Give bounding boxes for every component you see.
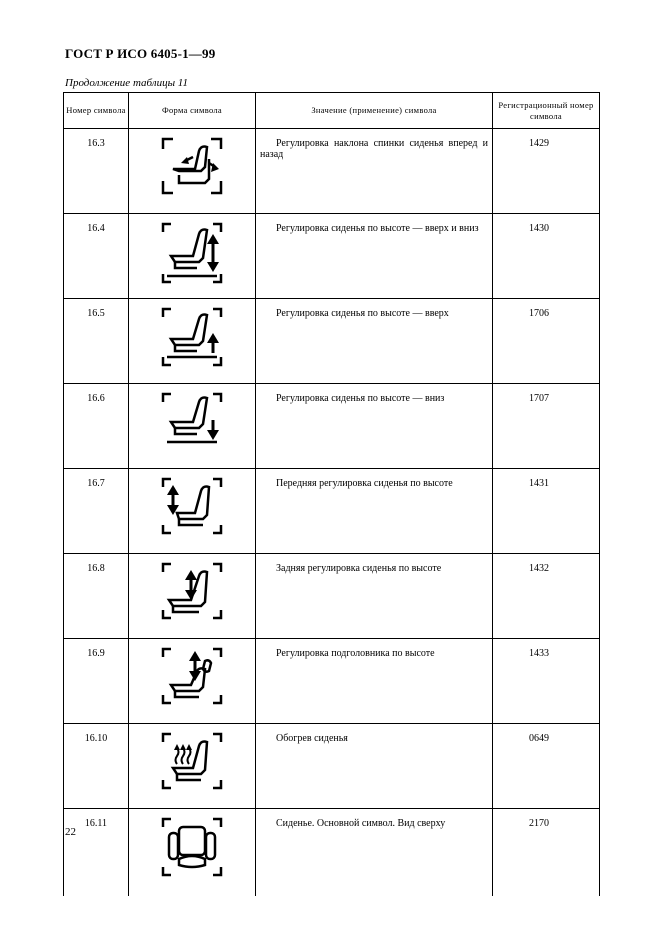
registration-number: 1432 [493,554,600,639]
symbol-number: 16.10 [64,724,129,809]
table-header-row [64,93,600,129]
symbols-table [63,92,600,896]
document-header: ГОСТ Р ИСО 6405-1—99 [65,46,216,61]
symbol-meaning-text: Регулировка сиденья по высоте — вниз [276,393,445,404]
table-row [64,639,600,724]
seat-rear-height-icon [161,562,223,620]
symbol-meaning-text: Задняя регулировка сиденья по высоте [276,563,442,574]
symbol-form-cell [129,469,256,554]
registration-number: 0649 [493,724,600,809]
seat-height-down-icon [161,392,223,452]
col-header-form: Форма символа [129,93,256,129]
seat-height-up-icon [161,307,223,367]
symbol-number: 16.4 [64,214,129,299]
table-row [64,299,600,384]
col-header-reg-number: Регистрационный номер символа [493,93,600,129]
symbol-number: 16.7 [64,469,129,554]
table-row [64,724,600,809]
symbol-form-cell [129,639,256,724]
symbol-meaning-text: Обогрев сиденья [276,733,348,744]
col-header-meaning: Значение (применение) символа [256,93,493,129]
symbol-meaning [256,129,493,214]
symbol-form-cell [129,299,256,384]
table-caption: Продолжение таблицы 11 [65,77,188,89]
symbol-meaning [256,554,493,639]
symbol-number: 16.9 [64,639,129,724]
symbol-meaning-text: Регулировка сиденья по высоте — вверх и вниз [276,223,479,234]
symbol-form-cell [129,724,256,809]
symbol-meaning-text: Сиденье. Основной символ. Вид сверху [276,818,446,829]
symbol-meaning-text: Передняя регулировка сиденья по высоте [276,478,453,489]
registration-number: 1429 [493,129,600,214]
table-row [64,469,600,554]
symbol-meaning [256,214,493,299]
symbol-meaning-text: Регулировка сиденья по высоте — вверх [276,308,449,319]
symbol-meaning [256,384,493,469]
seat-backrest-tilt-icon [161,137,223,195]
seat-top-view-icon [161,817,223,877]
registration-number: 1430 [493,214,600,299]
symbol-form-cell [129,809,256,897]
col-header-number: Номер символа [64,93,129,129]
symbol-number: 16.5 [64,299,129,384]
table-row [64,809,600,897]
symbol-number: 16.3 [64,129,129,214]
registration-number: 2170 [493,809,600,897]
registration-number: 1706 [493,299,600,384]
symbol-meaning-text: Регулировка подголовника по высоте [276,648,435,659]
symbol-number: 16.8 [64,554,129,639]
symbol-meaning [256,809,493,897]
symbol-meaning [256,639,493,724]
page-number: 22 [65,826,76,838]
seat-heating-icon [161,732,223,790]
symbol-form-cell [129,129,256,214]
symbol-form-cell [129,384,256,469]
table-row [64,214,600,299]
seat-front-height-icon [161,477,223,535]
registration-number: 1431 [493,469,600,554]
symbol-meaning-text: Регулировка наклона спинки сиденья вперед и назад [260,138,488,160]
symbol-number: 16.6 [64,384,129,469]
symbol-form-cell [129,554,256,639]
symbol-meaning [256,469,493,554]
registration-number: 1707 [493,384,600,469]
symbol-number: 16.11 [64,809,129,897]
symbol-meaning [256,299,493,384]
symbol-form-cell [129,214,256,299]
headrest-height-icon [161,647,223,705]
table-row [64,129,600,214]
symbol-meaning [256,724,493,809]
registration-number: 1433 [493,639,600,724]
table-row [64,384,600,469]
table-row [64,554,600,639]
seat-height-up-down-icon [161,222,223,284]
